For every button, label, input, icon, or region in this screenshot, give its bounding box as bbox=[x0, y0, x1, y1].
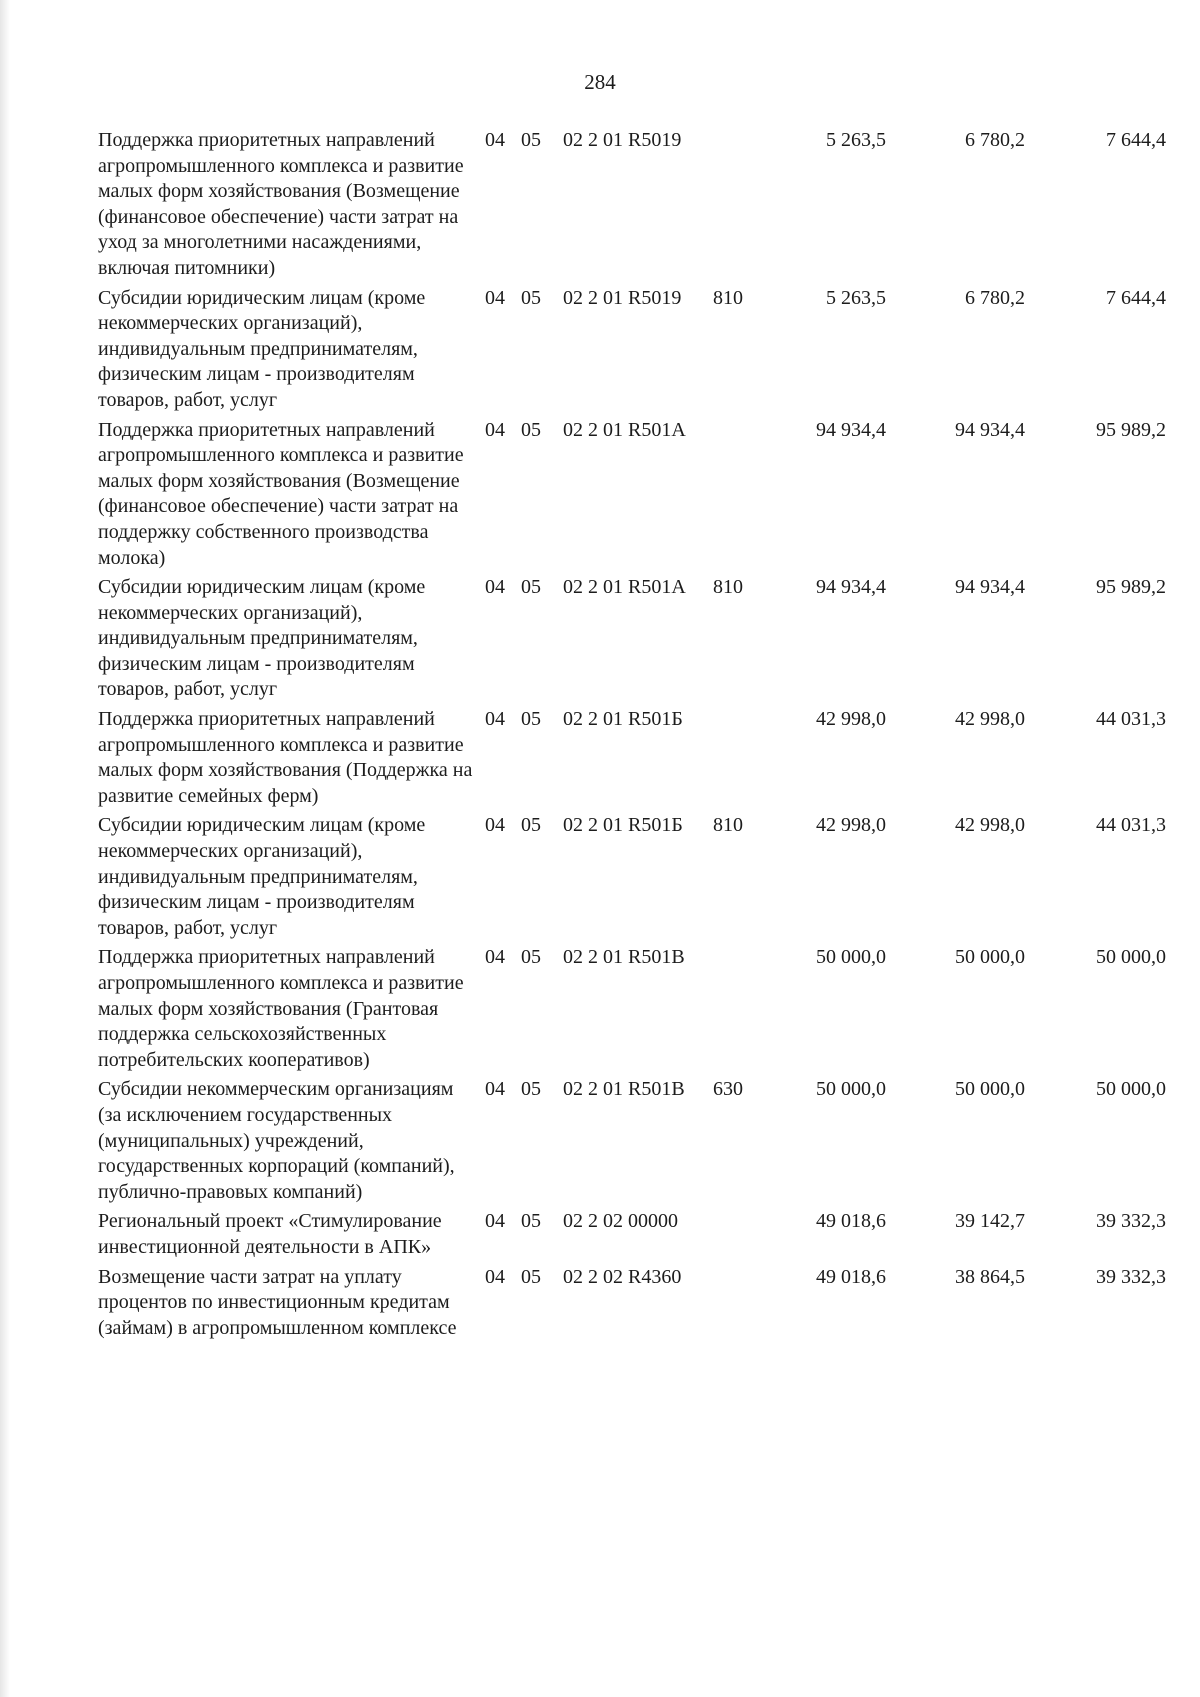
table-row bbox=[0, 286, 1200, 414]
amount-year-3: 39 332,3 bbox=[1096, 1265, 1166, 1288]
target-article-code: 02 2 02 00000 bbox=[563, 1210, 678, 1233]
table-row bbox=[0, 707, 1200, 809]
amount-year-1: 50 000,0 bbox=[816, 1078, 886, 1101]
section-code: 04 bbox=[485, 814, 505, 837]
expense-type-code: 810 bbox=[713, 286, 743, 309]
amount-year-1: 49 018,6 bbox=[816, 1265, 886, 1288]
row-name: Субсидии некоммерческим организациям (за исключением государственных (муниципальных) учреждений, государственных корпораций (компаний), публично-правовых компаний) bbox=[98, 1078, 455, 1203]
target-article-code: 02 2 01 R501Б bbox=[563, 814, 683, 837]
amount-year-1: 50 000,0 bbox=[816, 946, 886, 969]
row-name: Поддержка приоритетных направлений агропромышленного комплекса и развитие малых форм хозяйствования (Грантовая поддержка сельскохозяйственных потребительских кооперативов) bbox=[98, 946, 464, 1071]
expense-type-code: 810 bbox=[713, 814, 743, 837]
subsection-code: 05 bbox=[521, 1078, 541, 1101]
amount-year-2: 94 934,4 bbox=[955, 418, 1025, 441]
amount-year-2: 42 998,0 bbox=[955, 814, 1025, 837]
amount-year-1: 5 263,5 bbox=[826, 129, 886, 151]
table-row bbox=[0, 418, 1200, 572]
amount-year-2: 6 780,2 bbox=[965, 129, 1025, 151]
amount-year-3: 95 989,2 bbox=[1096, 418, 1166, 441]
expense-type-code: 810 bbox=[713, 576, 743, 599]
table-row bbox=[0, 128, 1200, 282]
section-code: 04 bbox=[485, 1265, 505, 1288]
section-code: 04 bbox=[485, 418, 505, 441]
table-row bbox=[0, 945, 1200, 1073]
subsection-code: 05 bbox=[521, 418, 541, 441]
page-number: 284 bbox=[584, 70, 616, 94]
expense-type-code: 630 bbox=[713, 1078, 743, 1101]
subsection-code: 05 bbox=[521, 129, 541, 151]
budget-table bbox=[0, 128, 1200, 1345]
amount-year-2: 42 998,0 bbox=[955, 708, 1025, 731]
table-row bbox=[0, 1265, 1200, 1342]
table-row bbox=[0, 575, 1200, 703]
target-article-code: 02 2 01 R501В bbox=[563, 946, 685, 969]
amount-year-1: 42 998,0 bbox=[816, 708, 886, 731]
amount-year-2: 50 000,0 bbox=[955, 946, 1025, 969]
amount-year-1: 42 998,0 bbox=[816, 814, 886, 837]
section-code: 04 bbox=[485, 129, 505, 151]
target-article-code: 02 2 01 R5019 bbox=[563, 286, 682, 309]
row-name: Поддержка приоритетных направлений агропромышленного комплекса и развитие малых форм хозяйствования (Поддержка на развитие семейных ферм) bbox=[98, 708, 473, 807]
subsection-code: 05 bbox=[521, 1265, 541, 1288]
section-code: 04 bbox=[485, 1078, 505, 1101]
table-row bbox=[0, 1209, 1200, 1260]
amount-year-3: 50 000,0 bbox=[1096, 1078, 1166, 1101]
amount-year-3: 44 031,3 bbox=[1096, 814, 1166, 837]
subsection-code: 05 bbox=[521, 946, 541, 969]
amount-year-1: 94 934,4 bbox=[816, 418, 886, 441]
table-row bbox=[0, 1077, 1200, 1205]
amount-year-3: 7 644,4 bbox=[1106, 286, 1166, 309]
amount-year-2: 50 000,0 bbox=[955, 1078, 1025, 1101]
section-code: 04 bbox=[485, 286, 505, 309]
subsection-code: 05 bbox=[521, 1210, 541, 1233]
row-name: Субсидии юридическим лицам (кроме некоммерческих организаций), индивидуальным предпринимателям, физическим лицам - производителям товаров, работ, услуг bbox=[98, 286, 426, 411]
amount-year-2: 38 864,5 bbox=[955, 1265, 1025, 1288]
row-name: Поддержка приоритетных направлений агропромышленного комплекса и развитие малых форм хозяйствования (Возмещение (финансовое обеспечение) части затрат на уход за многолетними насаждениями, включая питомники) bbox=[98, 129, 464, 279]
row-name: Субсидии юридическим лицам (кроме некоммерческих организаций), индивидуальным предпринимателям, физическим лицам - производителям товаров, работ, услуг bbox=[98, 576, 426, 701]
row-name: Поддержка приоритетных направлений агропромышленного комплекса и развитие малых форм хозяйствования (Возмещение (финансовое обеспечение) части затрат на поддержку собственного производства молока) bbox=[98, 418, 464, 569]
amount-year-1: 5 263,5 bbox=[826, 286, 886, 309]
table-row bbox=[0, 813, 1200, 941]
target-article-code: 02 2 01 R501В bbox=[563, 1078, 685, 1101]
section-code: 04 bbox=[485, 576, 505, 599]
amount-year-3: 44 031,3 bbox=[1096, 708, 1166, 731]
subsection-code: 05 bbox=[521, 814, 541, 837]
section-code: 04 bbox=[485, 946, 505, 969]
amount-year-1: 94 934,4 bbox=[816, 576, 886, 599]
amount-year-3: 95 989,2 bbox=[1096, 576, 1166, 599]
target-article-code: 02 2 02 R4360 bbox=[563, 1265, 682, 1288]
subsection-code: 05 bbox=[521, 576, 541, 599]
amount-year-3: 50 000,0 bbox=[1096, 946, 1166, 969]
amount-year-3: 39 332,3 bbox=[1096, 1210, 1166, 1233]
row-name: Субсидии юридическим лицам (кроме некоммерческих организаций), индивидуальным предпринимателям, физическим лицам - производителям товаров, работ, услуг bbox=[98, 814, 426, 939]
target-article-code: 02 2 01 R501Б bbox=[563, 708, 683, 731]
target-article-code: 02 2 01 R5019 bbox=[563, 129, 682, 151]
amount-year-1: 49 018,6 bbox=[816, 1210, 886, 1233]
target-article-code: 02 2 01 R501А bbox=[563, 418, 686, 441]
row-name: Возмещение части затрат на уплату процентов по инвестиционным кредитам (займам) в агропромышленном комплексе bbox=[98, 1265, 457, 1339]
amount-year-2: 94 934,4 bbox=[955, 576, 1025, 599]
amount-year-2: 6 780,2 bbox=[965, 286, 1025, 309]
section-code: 04 bbox=[485, 1210, 505, 1233]
amount-year-3: 7 644,4 bbox=[1106, 129, 1166, 151]
row-name: Региональный проект «Стимулирование инвестиционной деятельности в АПК» bbox=[98, 1210, 442, 1258]
section-code: 04 bbox=[485, 708, 505, 731]
target-article-code: 02 2 01 R501А bbox=[563, 576, 686, 599]
amount-year-2: 39 142,7 bbox=[955, 1210, 1025, 1233]
subsection-code: 05 bbox=[521, 708, 541, 731]
subsection-code: 05 bbox=[521, 286, 541, 309]
